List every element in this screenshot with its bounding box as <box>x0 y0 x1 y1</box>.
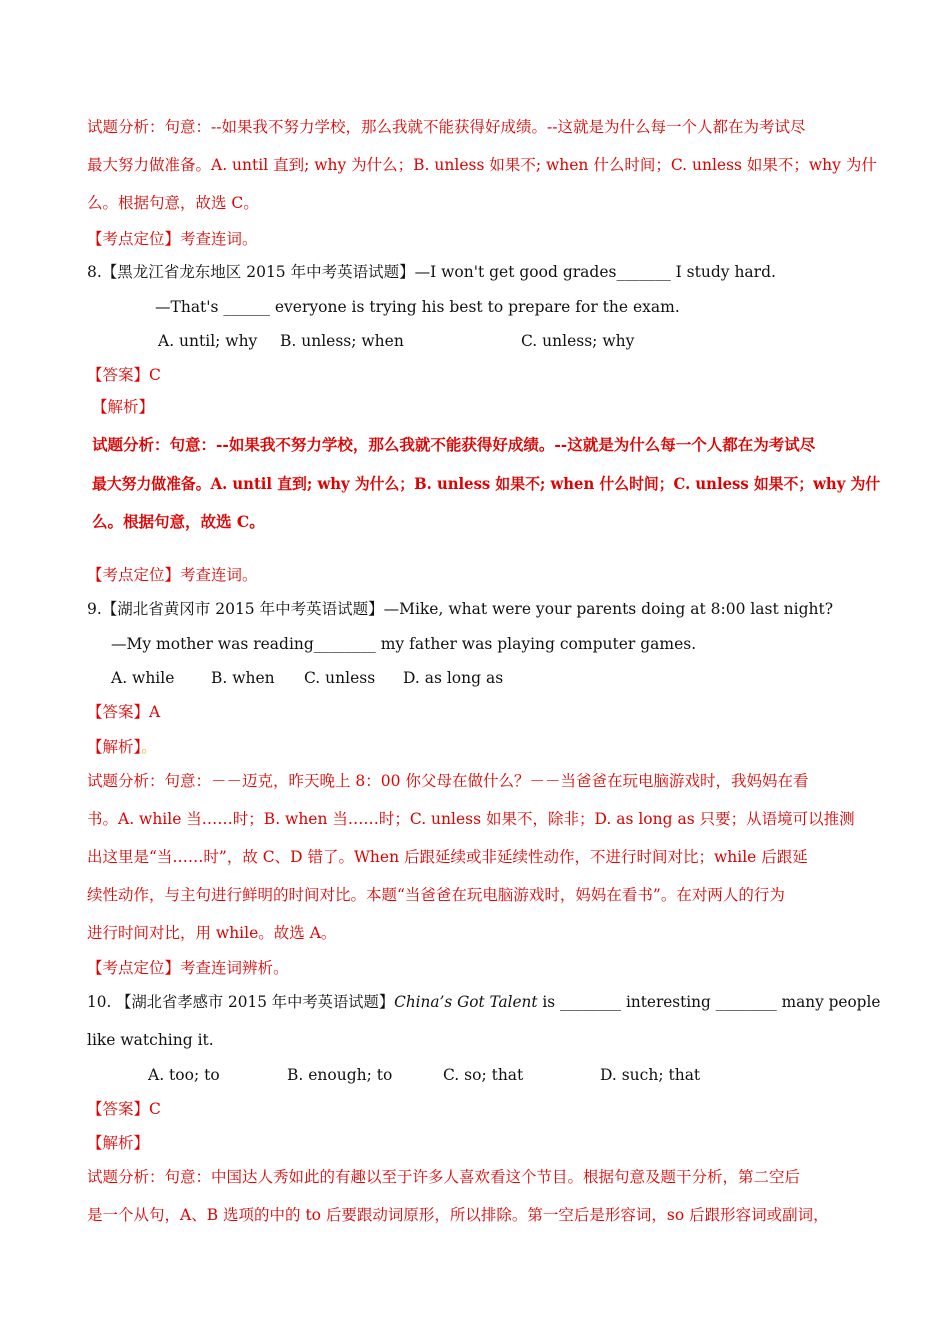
intro-analysis-line-2: 最大努力做准备。A. until 直到; why 为什么；B. unless 如果不; when 什么时间；C. unless 如果不；why 为什 <box>87 156 877 174</box>
q10-option-a: A. too; to <box>148 1066 220 1084</box>
q8-option-a: A. until; why <box>158 332 258 350</box>
q9-answer: 【答案】A <box>87 703 161 721</box>
intro-point: 【考点定位】考查连词。 <box>87 230 258 248</box>
q10-stem-title: China’s Got Talent <box>394 993 538 1011</box>
q9-jiexi-text: 【解析】 <box>87 738 142 756</box>
q10-option-d: D. such; that <box>600 1066 701 1084</box>
q10-line-2: like watching it. <box>87 1031 214 1049</box>
q9-option-d: D. as long as <box>403 669 504 687</box>
q9-option-c: C. unless <box>304 669 376 687</box>
q9-jiexi-dot: 。 <box>141 738 157 756</box>
q10-option-c: C. so; that <box>443 1066 524 1084</box>
q10-stem <box>87 992 880 1012</box>
q10-jiexi-label: 【解析】 <box>87 1134 150 1152</box>
q8-point: 【考点定位】考查连词。 <box>87 566 258 584</box>
q9-analysis-line-3: 出这里是“当……时”，故 C、D 错了。When 后跟延续或非延续性动作，不进行时间对比；while 后跟延 <box>87 848 808 866</box>
q9-analysis-line-2: 书。A. while 当……时；B. when 当……时；C. unless 如果不，除非；D. as long as 只要；从语境可以推测 <box>87 810 855 828</box>
q10-analysis-line-2: 是一个从句，A、B 选项的中的 to 后要跟动词原形，所以排除。第一空后是形容词，so 后跟形容词或副词， <box>87 1206 829 1224</box>
q8-option-b: B. unless; when <box>280 332 404 350</box>
q10-answer: 【答案】C <box>87 1100 161 1118</box>
q9-analysis-line-4: 续性动作，与主句进行鲜明的时间对比。本题“当爸爸在玩电脑游戏时，妈妈在看书”。在对两人的行为 <box>87 886 785 904</box>
q10-analysis-line-1: 试题分析：句意：中国达人秀如此的有趣以至于许多人喜欢看这个节目。根据句意及题干分析，第二空后 <box>87 1168 801 1186</box>
q10-option-b: B. enough; to <box>287 1066 393 1084</box>
intro-analysis-line-1: 试题分析：句意：--如果我不努力学校，那么我就不能获得好成绩。--这就是为什么每一个人都在为考试尽 <box>87 118 806 136</box>
q8-analysis-line-3: 么。根据句意，故选 C。 <box>92 512 265 531</box>
q8-stem: 8.【黑龙江省龙东地区 2015 年中考英语试题】—I won't get good grades_______ I study hard. <box>87 263 776 281</box>
q9-analysis-line-5: 进行时间对比，用 while。故选 A。 <box>87 924 337 942</box>
q8-analysis-line-2: 最大努力做准备。A. until 直到; why 为什么；B. unless 如果不; when 什么时间；C. unless 如果不；why 为什 <box>92 474 881 493</box>
q9-option-a: A. while <box>111 669 175 687</box>
q10-stem-prefix: 10. 【湖北省孝感市 2015 年中考英语试题】 <box>87 993 395 1011</box>
intro-analysis-line-3: 么。根据句意，故选 C。 <box>87 194 259 212</box>
q9-analysis-line-1: 试题分析：句意：－－迈克，昨天晚上 8：00 你父母在做什么？－－当爸爸在玩电脑游戏时，我妈妈在看 <box>87 772 809 790</box>
q10-stem-rest: is ________ interesting ________ many people <box>537 993 881 1011</box>
q9-line-2: —My mother was reading________ my father was playing computer games. <box>111 635 697 653</box>
q8-jiexi-label: 【解析】 <box>92 398 155 416</box>
q9-jiexi-label <box>87 737 157 757</box>
q8-analysis-line-1: 试题分析：句意：--如果我不努力学校，那么我就不能获得好成绩。--这就是为什么每一个人都在为考试尽 <box>92 435 816 454</box>
q9-option-b: B. when <box>211 669 275 687</box>
q8-option-c: C. unless; why <box>521 332 635 350</box>
q9-point: 【考点定位】考查连词辨析。 <box>87 959 289 977</box>
q9-stem: 9.【湖北省黄冈市 2015 年中考英语试题】—Mike, what were your parents doing at 8:00 last night? <box>87 600 834 618</box>
q8-answer: 【答案】C <box>87 366 161 384</box>
q8-line-2: —That's ______ everyone is trying his best to prepare for the exam. <box>155 298 680 316</box>
